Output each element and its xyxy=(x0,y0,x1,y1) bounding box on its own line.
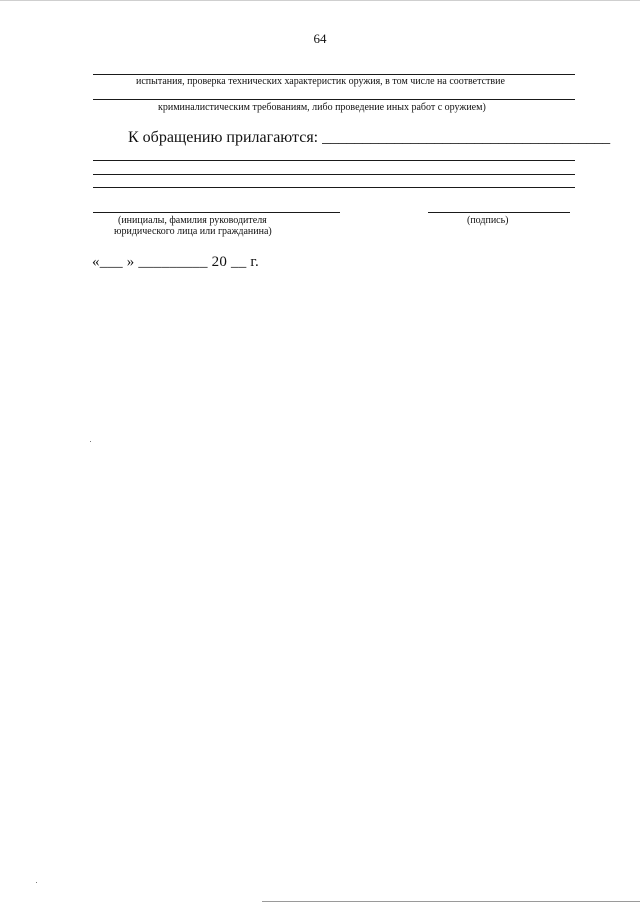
scan-top-edge xyxy=(0,0,640,1)
attachments-line-1[interactable] xyxy=(93,160,575,161)
purpose-text-line-2: криминалистическим требованиям, либо проведение иных работ с оружием) xyxy=(158,102,486,113)
page-number: 64 xyxy=(313,31,327,46)
purpose-text-line-1: испытания, проверка технических характеристик оружия, в том числе на соответствие xyxy=(136,76,505,87)
name-caption-line-1: (инициалы, фамилия руководителя xyxy=(118,215,267,226)
scan-speck xyxy=(36,882,37,883)
purpose-line-middle xyxy=(93,99,575,100)
attachments-heading: К обращению прилагаются: ____________________________________ xyxy=(128,129,611,146)
scan-bottom-edge xyxy=(262,901,640,902)
signature-line[interactable] xyxy=(428,212,570,213)
signature-caption: (подпись) xyxy=(467,215,509,226)
purpose-line-top xyxy=(93,74,575,75)
date-field[interactable]: «___ » _________ 20 __ г. xyxy=(92,254,259,270)
name-caption-line-2: юридического лица или гражданина) xyxy=(114,226,272,237)
scan-speck xyxy=(90,441,91,442)
attachments-line-2[interactable] xyxy=(93,174,575,175)
attachments-line-3[interactable] xyxy=(93,187,575,188)
name-signature-line[interactable] xyxy=(93,212,340,213)
